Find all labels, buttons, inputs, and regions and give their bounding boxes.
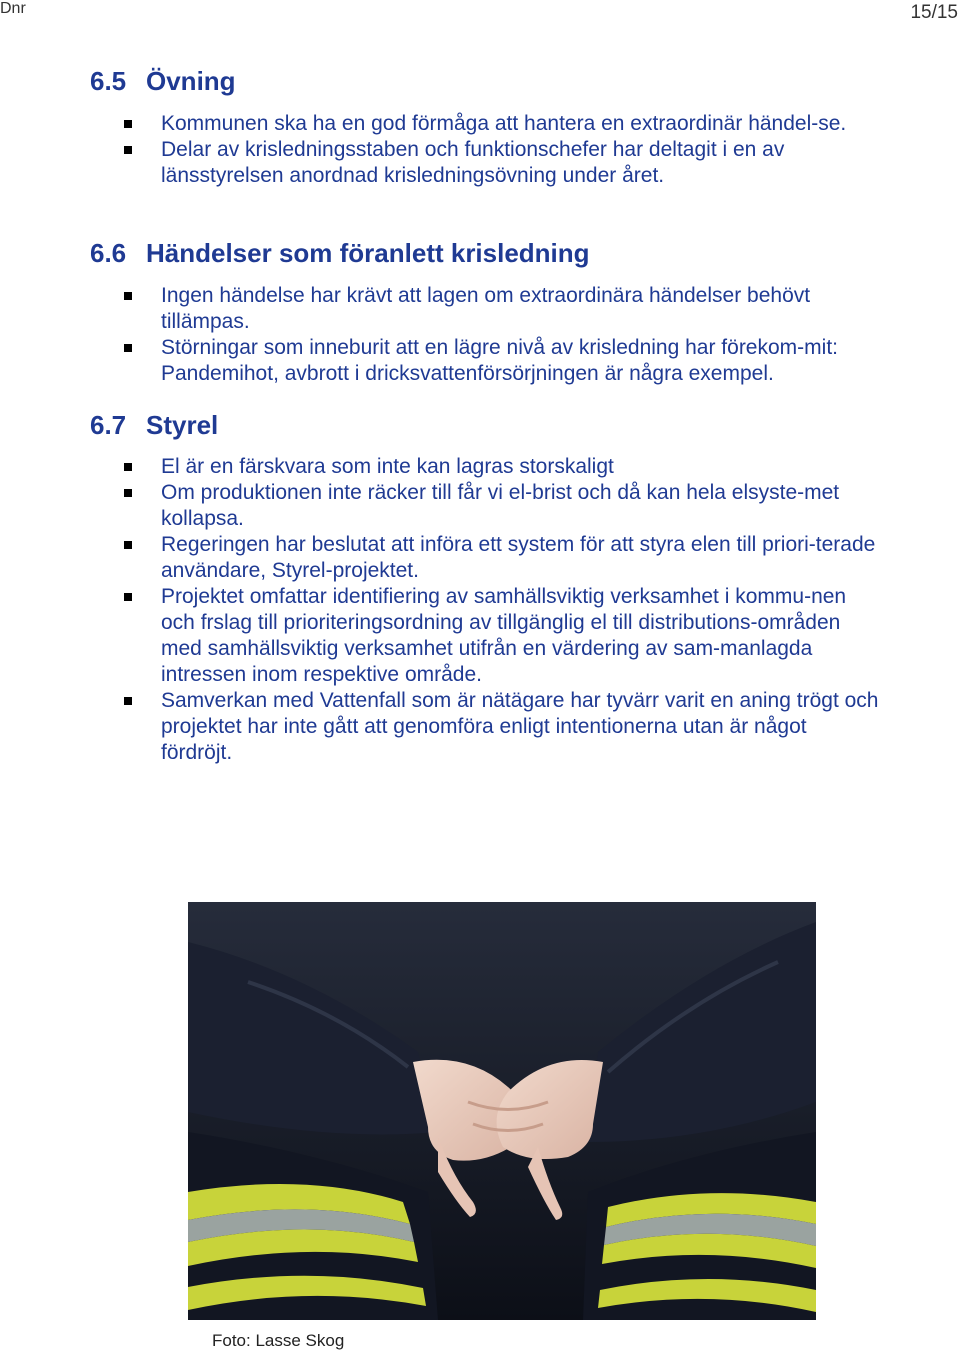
section-number: 6.6 bbox=[90, 238, 127, 268]
list-item-text: Samverkan med Vattenfall som är nätägare har tyvärr varit en aning trögt och projektet har inte gått att genomföra enligt intentionerna utan är något fördröjt. bbox=[161, 689, 879, 764]
square-bullet-icon bbox=[124, 120, 132, 128]
list-item bbox=[120, 688, 880, 766]
section-heading-6-6 bbox=[90, 238, 590, 269]
section-title: Övning bbox=[146, 66, 236, 96]
square-bullet-icon bbox=[124, 593, 132, 601]
list-item bbox=[120, 532, 880, 584]
list-item-text: Ingen händelse har krävt att lagen om extraordinära händelser behövt tillämpas. bbox=[161, 284, 811, 333]
list-item bbox=[120, 335, 880, 387]
list-item-text: Delar av krisledningsstaben och funktionschefer har deltagit i en av länsstyrelsen anordnad krisledningsövning under året. bbox=[161, 138, 785, 187]
list-item bbox=[120, 137, 880, 189]
list-item bbox=[120, 111, 880, 137]
list-item-text: Regeringen har beslutat att införa ett system för att styra elen till priori-terade användare, Styrel-projektet. bbox=[161, 533, 876, 582]
section-heading-6-5 bbox=[90, 66, 236, 97]
bullet-list-6-7 bbox=[120, 454, 880, 766]
photo-caption: Foto: Lasse Skog bbox=[212, 1331, 345, 1350]
section-number: 6.7 bbox=[90, 410, 127, 440]
list-item-text: Störningar som inneburit att en lägre nivå av krisledning har förekom-mit: Pandemihot, avbrott i dricksvattenförsörjningen är några exempel. bbox=[161, 336, 838, 385]
section-title: Styrel bbox=[146, 410, 219, 440]
section-number: 6.5 bbox=[90, 66, 127, 96]
square-bullet-icon bbox=[124, 292, 132, 300]
bullet-list-6-5 bbox=[120, 111, 880, 189]
list-item-text: Projektet omfattar identifiering av samhällsviktig verksamhet i kommu-nen och frslag till prioriteringsordning av tillgänglig el till distributions-områden med samhällsviktig verksamhet utifrån en värdering av sam-manlagda intressen inom respektive område. bbox=[161, 585, 847, 686]
square-bullet-icon bbox=[124, 541, 132, 549]
bullet-list-6-6 bbox=[120, 283, 880, 387]
square-bullet-icon bbox=[124, 344, 132, 352]
list-item-text: Om produktionen inte räcker till får vi el-brist och då kan hela elsyste-met kollapsa. bbox=[161, 481, 840, 530]
list-item bbox=[120, 480, 880, 532]
document-number-label: Dnr bbox=[0, 0, 26, 17]
square-bullet-icon bbox=[124, 463, 132, 471]
square-bullet-icon bbox=[124, 697, 132, 705]
firefighter-hands-photo bbox=[188, 902, 816, 1320]
list-item bbox=[120, 283, 880, 335]
page-number: 15/15 bbox=[910, 2, 958, 23]
list-item bbox=[120, 584, 880, 688]
list-item-text: Kommunen ska ha en god förmåga att hantera en extraordinär händel-se. bbox=[161, 112, 847, 135]
section-heading-6-7 bbox=[90, 410, 218, 441]
list-item bbox=[120, 454, 880, 480]
list-item-text: El är en färskvara som inte kan lagras storskaligt bbox=[161, 455, 614, 478]
square-bullet-icon bbox=[124, 146, 132, 154]
square-bullet-icon bbox=[124, 489, 132, 497]
section-title: Händelser som föranlett krisledning bbox=[146, 238, 590, 268]
